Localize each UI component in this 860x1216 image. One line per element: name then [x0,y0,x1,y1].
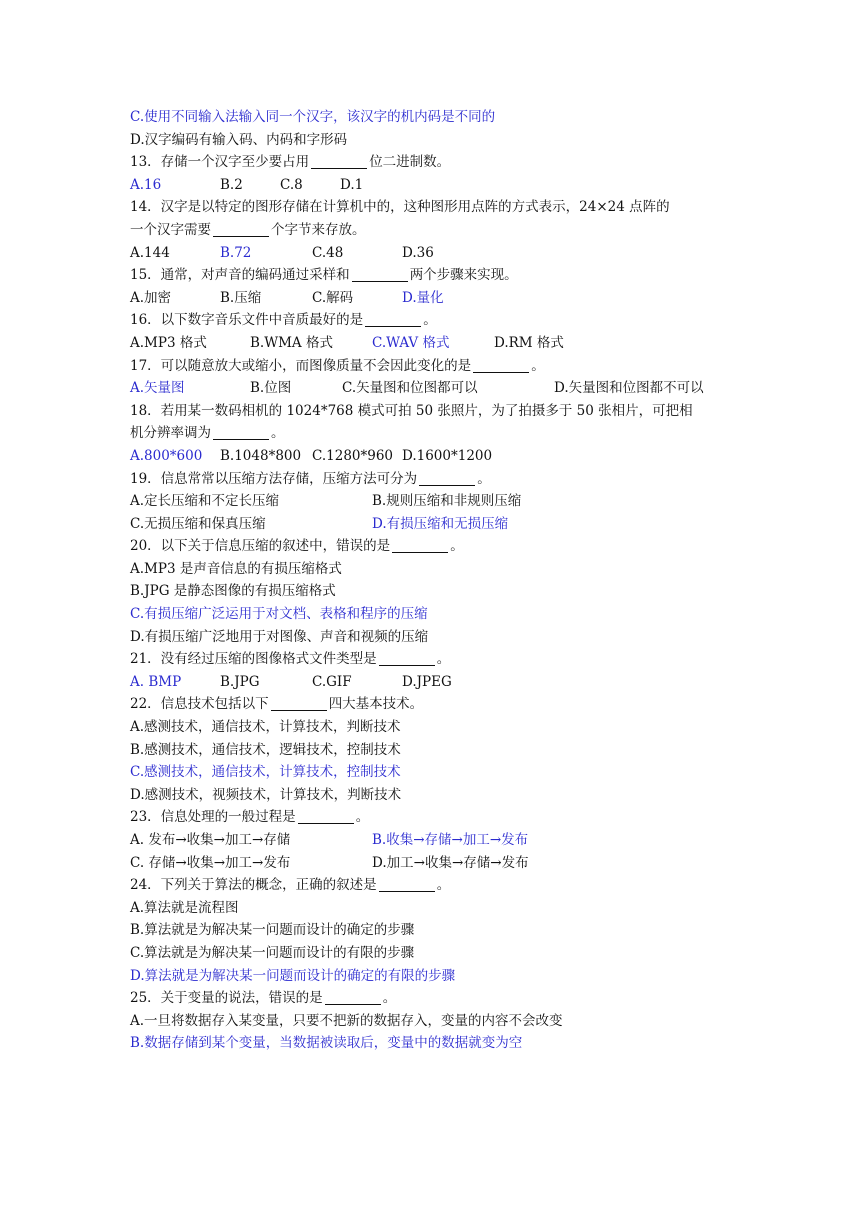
question-text: 21．没有经过压缩的图像格式文件类型是 [130,651,377,668]
correct-option: A. BMP [130,673,182,690]
option: C. 存储→收集→加工→发布 [130,854,291,871]
question-text-suffix: 两个步骤来实现。 [409,267,518,284]
correct-option: B.收集→存储→加工→发布 [372,832,529,848]
option: D.感测技术，视频技术，计算技术，判断技术 [130,786,402,803]
option-line [130,1010,730,1033]
answer-blank [213,425,269,440]
option: D.矢量图和位图都不可以 [554,380,704,397]
option-line [130,897,730,920]
question-text-suffix: 。 [450,538,464,555]
option: D.RM 格式 [494,334,564,351]
answer-blank [352,267,408,282]
option: A.定长压缩和不定长压缩 [130,493,280,510]
options-row [130,242,730,265]
question-text: 一个汉字需要 [130,221,211,238]
question-text-suffix: 。 [382,990,397,1007]
question-text-suffix: 。 [477,470,491,487]
options-row [130,377,730,400]
option-line [130,919,730,942]
option-line [130,942,730,965]
option: B.规则压缩和非规则压缩 [372,493,522,510]
option: B.感测技术，通信技术，逻辑技术，控制技术 [130,741,401,758]
question-line [130,151,730,174]
option-line [130,739,730,762]
option-line [130,603,730,626]
options-row [130,287,730,310]
option: B.1048*800 [220,447,302,464]
option: A.感测技术，通信技术，计算技术，判断技术 [130,719,401,736]
question-text-suffix: 。 [271,425,285,442]
question-text-suffix: 位二进制数。 [369,154,451,171]
question-text: 17．可以随意放大或缩小，而图像质量不会因此变化的是 [130,357,472,374]
option-line [130,106,730,129]
option: C.GIF [312,673,352,690]
correct-option: C.有损压缩广泛运用于对文档、表格和程序的压缩 [130,606,428,623]
question-line [130,874,730,897]
question-text: 机分辨率调为 [130,425,211,442]
option: A.MP3 格式 [130,334,207,351]
correct-option: D.量化 [402,289,444,306]
answer-blank [473,358,529,373]
option: D.JPEG [402,673,452,690]
correct-option: A.16 [130,176,162,193]
option: C.无损压缩和保真压缩 [130,515,266,532]
question-line [130,648,730,671]
option: C.算法就是为解决某一问题而设计的有限的步骤 [130,944,415,961]
question-text: 23．信息处理的一般过程是 [130,809,296,826]
answer-blank [213,222,269,237]
correct-option: C.使用不同输入法输入同一个汉字，该汉字的机内码是不同的 [130,109,496,125]
options-row [130,671,730,694]
correct-option: A.800*600 [130,447,203,464]
answer-blank [271,696,327,711]
option: D.1600*1200 [402,447,493,464]
option: D.有损压缩广泛地用于对图像、声音和视频的压缩 [130,628,429,645]
answer-blank [325,990,381,1005]
question-text: 19．信息常常以压缩方法存储，压缩方法可分为 [130,470,418,487]
option-line [130,1032,730,1055]
option: B.位图 [250,380,292,397]
options-row [130,852,730,875]
correct-option: D.算法就是为解决某一问题而设计的确定的有限的步骤 [130,967,456,984]
question-line [130,264,730,287]
question-line [130,535,730,558]
question-line [130,468,730,491]
option-line [130,716,730,739]
options-row [130,332,730,355]
question-text: 14．汉字是以特定的图形存储在计算机中的，这种图形用点阵的方式表示，24×24 点阵的 [130,199,670,216]
correct-option: B.72 [220,244,252,261]
option-line [130,580,730,603]
options-row [130,513,730,536]
question-line [130,309,730,332]
correct-option: B.数据存储到某个变量，当数据被读取后，变量中的数据就变为空 [130,1035,523,1052]
options-row [130,829,730,852]
option: D.加工→收集→存储→发布 [372,854,529,871]
question-line [130,987,730,1010]
answer-blank [379,651,435,666]
options-row [130,490,730,513]
correct-option: D.有损压缩和无损压缩 [372,515,509,532]
option: B.WMA 格式 [250,334,333,351]
question-text: 20．以下关于信息压缩的叙述中，错误的是 [130,538,391,555]
question-line [130,196,730,219]
question-line [130,422,730,445]
option: C.1280*960 [312,447,394,464]
option: C.48 [312,244,344,261]
question-text-suffix: 。 [436,877,451,894]
option-line [130,761,730,784]
question-text-suffix: 个字节来存放。 [271,221,366,238]
options-row [130,174,730,197]
option: A.MP3 是声音信息的有损压缩格式 [130,560,342,577]
answer-blank [419,471,475,486]
correct-option: C.感测技术，通信技术，计算技术，控制技术 [130,764,401,781]
option: D.36 [402,244,434,261]
document-page [130,106,730,1055]
question-line [130,355,730,378]
answer-blank [311,154,367,169]
option: B.JPG [220,673,260,690]
option: A. 发布→收集→加工→存储 [130,832,291,848]
option-line [130,965,730,988]
answer-blank [298,809,354,824]
option-line [130,784,730,807]
question-text-suffix: 四大基本技术。 [328,696,424,713]
question-text: 15．通常，对声音的编码通过采样和 [130,267,350,284]
answer-blank [365,312,421,327]
question-line [130,400,730,423]
option: C.解码 [312,289,354,306]
option-line [130,129,730,152]
question-text: 16．以下数字音乐文件中音质最好的是 [130,312,364,329]
option: B.算法就是为解决某一问题而设计的确定的步骤 [130,922,415,939]
question-text: 18．若用某一数码相机的 1024*768 模式可拍 50 张照片，为了拍摄多于 50 张相片，可把相 [130,402,693,419]
option: B.压缩 [220,289,262,306]
option-line [130,558,730,581]
options-row [130,445,730,468]
correct-option: A.矢量图 [130,380,185,397]
question-text-suffix: 。 [355,809,370,826]
question-text: 25．关于变量的说法，错误的是 [130,990,323,1007]
option: D.汉字编码有输入码、内码和字形码 [130,131,348,148]
question-line [130,806,730,829]
option: B.JPG 是静态图像的有损压缩格式 [130,583,336,600]
question-line [130,693,730,716]
answer-blank [392,538,448,553]
correct-option: C.WAV 格式 [372,334,450,351]
question-text: 22．信息技术包括以下 [130,696,269,713]
question-text: 24．下列关于算法的概念，正确的叙述是 [130,877,377,894]
option-line [130,626,730,649]
option: A.算法就是流程图 [130,899,239,916]
option: C.8 [280,176,303,193]
question-text-suffix: 。 [531,357,545,374]
option: B.2 [220,176,243,193]
question-text-suffix: 。 [423,312,437,329]
answer-blank [379,877,435,892]
option: A.加密 [130,289,172,306]
question-line [130,219,730,242]
option: A.144 [130,244,170,261]
question-text: 13．存储一个汉字至少要占用 [130,154,310,171]
option: D.1 [340,176,364,193]
option: C.矢量图和位图都可以 [342,380,478,397]
question-text-suffix: 。 [436,651,451,668]
option: A.一旦将数据存入某变量，只要不把新的数据存入，变量的内容不会改变 [130,1012,563,1029]
